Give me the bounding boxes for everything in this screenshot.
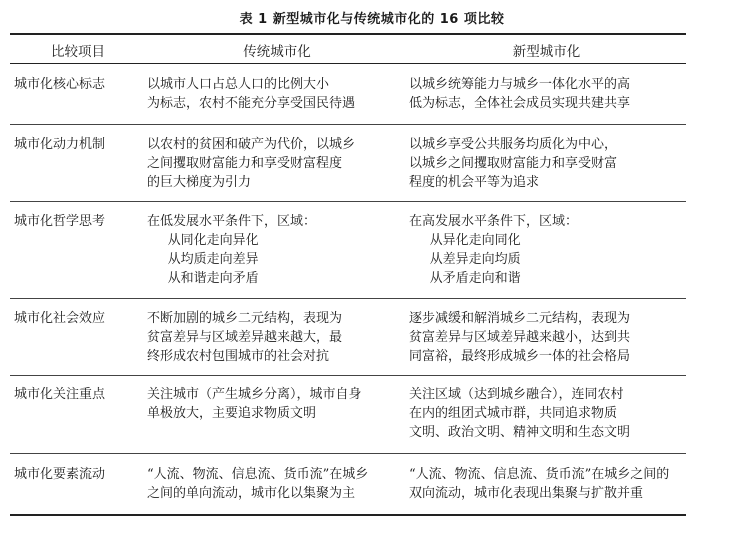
row-new: 逐步减缓和解消城乡二元结构，表现为 贫富差异与区域差异越来越小，达到共 同富裕，最终形成城乡一体的社会格局 xyxy=(409,311,631,364)
row-new: 以城乡统筹能力与城乡一体化水平的高 低为标志，全体社会成员实现共建共享 xyxy=(409,77,631,111)
header-rule xyxy=(10,63,686,64)
row-divider xyxy=(10,124,686,125)
row-item: 城市化动力机制 xyxy=(14,137,106,152)
row-traditional: 在低发展水平条件下，区域： 从同化走向异化 从均质走向差异 从和谐走向矛盾 xyxy=(147,214,317,286)
row-new: “人流、物流、信息流、货币流”在城乡之间的 双向流动，城市化表现出集聚与扩散并重 xyxy=(409,467,670,501)
row-traditional: 关注城市（产生城乡分离），城市自身 单极放大，主要追求物质文明 xyxy=(147,387,362,421)
row-divider xyxy=(10,298,686,299)
table-caption: 表 1 新型城市化与传统城市化的 16 项比较 xyxy=(239,12,505,27)
row-traditional: 以农村的贫困和破产为代价，以城乡 之间攫取财富能力和享受财富程度 的巨大梯度为引力 xyxy=(147,137,356,190)
row-traditional: “人流、物流、信息流、货币流”在城乡 之间的单向流动，城市化以集聚为主 xyxy=(147,467,369,501)
row-divider xyxy=(10,201,686,202)
table-bottom-rule xyxy=(10,514,686,516)
row-divider xyxy=(10,375,686,376)
row-item: 城市化社会效应 xyxy=(14,311,106,326)
row-item: 城市化核心标志 xyxy=(14,77,106,92)
row-new: 以城乡享受公共服务均质化为中心， 以城乡之间攫取财富能力和享受财富 程度的机会平等为追求 xyxy=(409,137,618,190)
row-new: 在高发展水平条件下，区域： 从异化走向同化 从差异走向均质 从矛盾走向和谐 xyxy=(409,214,579,286)
row-item: 城市化哲学思考 xyxy=(14,214,106,229)
row-item: 城市化要素流动 xyxy=(14,467,106,482)
header-traditional: 传统城市化 xyxy=(243,44,311,60)
header-comparison-item: 比较项目 xyxy=(51,44,105,60)
row-traditional: 不断加剧的城乡二元结构，表现为 贫富差异与区域差异越来越大，最 终形成农村包围城市的社会对抗 xyxy=(147,311,343,364)
row-item: 城市化关注重点 xyxy=(14,387,106,402)
header-new: 新型城市化 xyxy=(512,44,581,60)
row-traditional: 以城市人口占总人口的比例大小 为标志，农村不能充分享受国民待遇 xyxy=(147,77,356,111)
table-top-rule xyxy=(10,33,686,35)
row-divider xyxy=(10,453,686,454)
row-new: 关注区域（达到城乡融合），连同农村 在内的组团式城市群，共同追求物质 文明、政治文明、精神文明和生态文明 xyxy=(409,387,631,440)
